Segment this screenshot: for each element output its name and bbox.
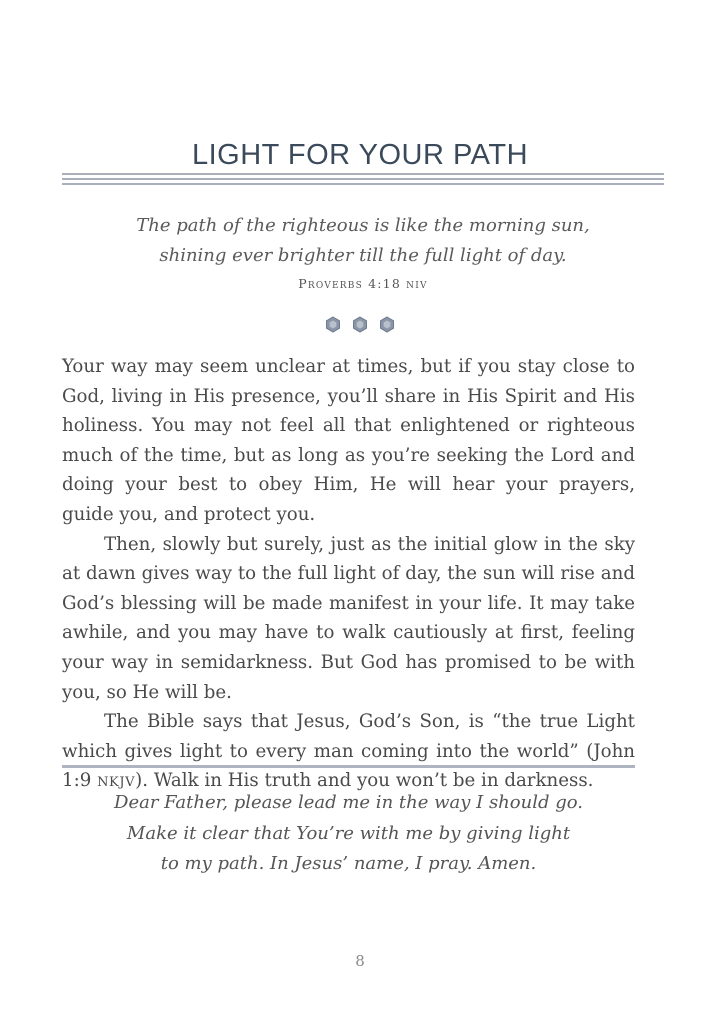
prayer-line-2: Make it clear that You’re with me by giving light: [126, 822, 571, 844]
prayer-divider: [62, 765, 635, 768]
title-rule-top: [62, 173, 664, 175]
epigraph-line-2: shining ever brighter till the full light of day.: [159, 245, 567, 266]
hexagon-icon: [379, 316, 395, 333]
body-text: [62, 352, 635, 798]
body-paragraph-3-before: The Bible says that Jesus, God’s Son, is “the true Light which gives light to every man coming into the world” (John 1:9: [62, 711, 635, 792]
hexagon-icon: [352, 316, 368, 333]
body-paragraph-3: [62, 707, 635, 798]
title-rule-bottom: [62, 183, 664, 185]
body-paragraph-3-after: ). Walk in His truth and you won’t be in darkness.: [135, 770, 594, 792]
page-number: 8: [355, 952, 365, 970]
epigraph-reference: Proverbs 4:18 niv: [298, 276, 428, 291]
hexagon-icon: [325, 316, 341, 333]
title-rule-middle: [62, 178, 664, 180]
bible-version: NKJV: [97, 775, 136, 791]
prayer-line-3: to my path. In Jesus’ name, I pray. Amen.: [160, 853, 537, 874]
prayer: [62, 788, 635, 880]
page-title: LIGHT FOR YOUR PATH: [191, 139, 529, 172]
ornament: [0, 316, 720, 333]
body-paragraph-2: Then, slowly but surely, just as the initial glow in the sky at dawn gives way to the full light of day, the sun will rise and God’s blessing will be made manifest in your life. It may take awhile, and you may have to walk cautiously at first, feeling your way in semidarkness. But God has promised to be with you, so He will be.: [62, 533, 635, 703]
epigraph: [62, 211, 664, 271]
prayer-line-1: Dear Father, please lead me in the way I should go.: [114, 792, 583, 813]
body-paragraph-1: Your way may seem unclear at times, but if you stay close to God, living in His presence, you’ll share in His Spirit and His holiness. You may not feel all that enlightened or righteous much of the time, but as long as you’re seeking the Lord and doing your best to obey Him, He will hear your prayers, guide you, and protect you.: [62, 356, 635, 525]
epigraph-line-1: The path of the righteous is like the morning sun,: [136, 215, 590, 236]
